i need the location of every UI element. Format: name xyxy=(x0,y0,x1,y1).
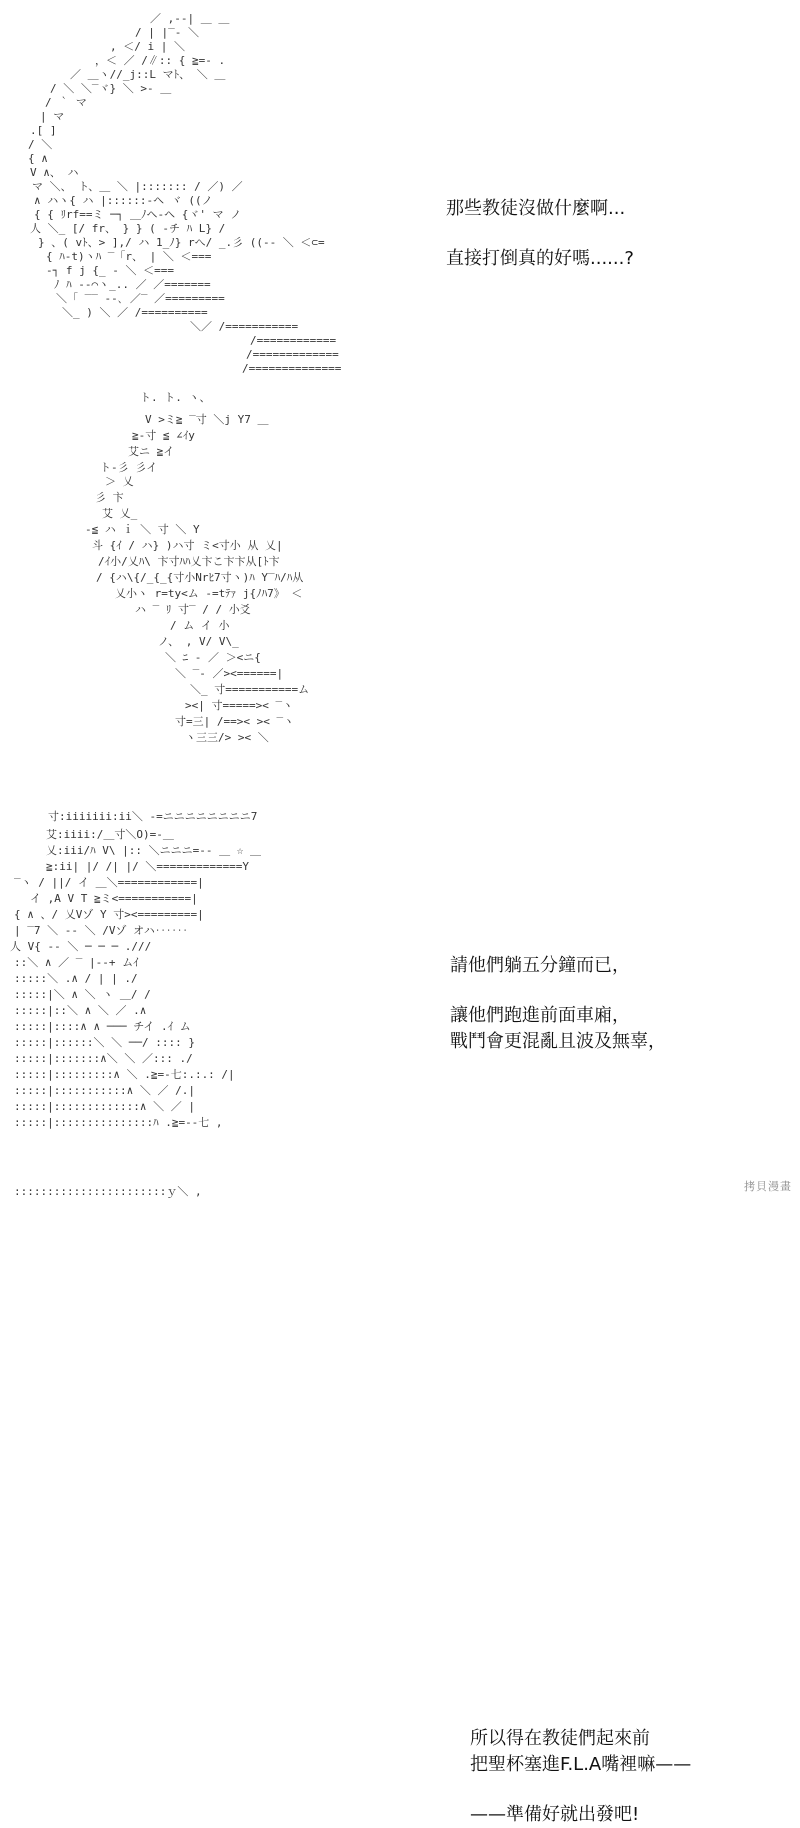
svg-text:乂小ヽ r=ty<ム ‐=tﾃｧ j{ﾉﾊ7》: 乂小ヽ r=ty<ム ‐=tﾃｧ j{ﾉﾊ7》 ＜ xyxy=(115,587,303,600)
svg-text:‾ヽ / ||/ イ ＿＼===========: ‾ヽ / ||/ イ ＿＼============| xyxy=(14,876,204,889)
svg-text:人 V{ ‐‐ ＼ ─ ─: 人 V{ ‐‐ ＼ ─ ─ ─ ./// xyxy=(10,940,152,953)
svg-text:／ ,-‐| ＿ ＿: ／ ,-‐| ＿ ＿ xyxy=(150,12,230,25)
svg-text:イ ,A V T ≧ミ<======: イ ,A V T ≧ミ<===========| xyxy=(30,892,198,905)
panel-3 xyxy=(0,790,800,1825)
svg-text:{ ∧ 、/ 乂Vゾ Y 寸><: { ∧ 、/ 乂Vゾ Y 寸><=========| xyxy=(14,908,204,921)
caption-line: 讓他們跑進前面車廂， xyxy=(450,1005,630,1026)
svg-text:/============: /============ xyxy=(250,334,337,347)
svg-text:寸=三| /==>< >< ‾ヽ: 寸=三| /==>< >< ‾ヽ xyxy=(175,715,295,728)
ascii-art-character-3 xyxy=(0,790,420,1200)
svg-text:ﾉ ﾊ ‐‐⌒ヽ_.. ／: ﾉ ﾊ ‐‐⌒ヽ_.. ／ ／======= xyxy=(54,278,211,291)
caption-line: 那些教徒沒做什麼啊... xyxy=(446,198,626,219)
svg-text:/ ＼: / ＼ xyxy=(28,138,53,151)
svg-text:＼ ﾆ ‐ ／ ＞<ニ{: ＼ ﾆ ‐ ／ ＞<ニ{ xyxy=(165,651,261,664)
caption-line: 戰鬥會更混亂且波及無辜， xyxy=(450,1031,666,1052)
svg-text::::::|:::::::∧＼ ＼: :::::|:::::::∧＼ ＼ ／::: ./ xyxy=(14,1052,193,1065)
svg-text::::::|:::::::::::∧ ＼: :::::|:::::::::::∧ ＼ ／ /.| xyxy=(14,1084,195,1097)
svg-text:V >ミ≧ ‾寸 ＼j Y7 ＿: V >ミ≧ ‾寸 ＼j Y7 ＿ xyxy=(145,413,269,426)
svg-text:寸:iiiiiii:ii＼: 寸:iiiiiii:ii＼ ‐=ニニニニニニニニ7 xyxy=(48,810,258,823)
panel-1 xyxy=(0,0,800,380)
svg-text:::＼ ∧ ／ ‾: ::＼ ∧ ／ ‾ |‐‐+ ムｲ xyxy=(14,956,139,969)
svg-text:/==============: /============== xyxy=(242,362,342,375)
svg-text:/=============: /============= xyxy=(246,348,339,361)
svg-text:／ ＿ヽ//_j::L マﾄ、 ＼: ／ ＿ヽ//_j::L マﾄ、 ＼ ＿ xyxy=(70,68,226,81)
svg-text:/ｲ小/乂ﾊ\ 卞寸ﾊﾊ乂卞こ卞卞从[ﾄ卞: /ｲ小/乂ﾊ\ 卞寸ﾊﾊ乂卞こ卞卞从[ﾄ卞 xyxy=(98,555,280,568)
svg-text:人 ＼_ [/ fr、 } } (: 人 ＼_ [/ fr、 } } ( ‐チ ﾊ L} / xyxy=(30,222,226,235)
svg-text:{ { ﾘrf==ミ ─┐ ＿ﾉヘ‐ヘ: { { ﾘrf==ミ ─┐ ＿ﾉヘ‐ヘ {ヾ' マ ノ xyxy=(34,208,242,221)
svg-text:><| 寸=====>< ‾ヽ: ><| 寸=====>< ‾ヽ xyxy=(185,699,294,712)
svg-text:乂:iii/ﾊ V\ |:: ＼ニニニ=‐‐ ＿: 乂:iii/ﾊ V\ |:: ＼ニニニ=‐‐ ＿ ☆ ＿ xyxy=(46,844,261,857)
svg-text:/ {ハ\{/_{_{寸小Nrﾋ7寸ヽ)ﾊ Y‾ﾊ/ﾊ: / {ハ\{/_{_{寸小Nrﾋ7寸ヽ)ﾊ Y‾ﾊ/ﾊ从 xyxy=(96,571,304,584)
svg-text:＼／ /===========: ＼／ /=========== xyxy=(190,320,299,333)
svg-text:艾ニ: 艾ニ ≧イ xyxy=(128,445,175,458)
caption-1 xyxy=(446,196,634,272)
svg-text:/ ＼ ＼‾ヾ} ＼: / ＼ ＼‾ヾ} ＼ >‐ ＿ xyxy=(50,82,172,95)
svg-text:/ | |‾‐ ＼: / | |‾‐ ＼ xyxy=(135,26,199,39)
svg-text:＼ ‾‐ ／><======|: ＼ ‾‐ ／><======| xyxy=(175,667,284,680)
svg-text:} 、( vﾄ、> ],/ ハ 1_ﾉ} rへ/ _.: } 、( vﾄ、> ],/ ハ 1_ﾉ} rへ/ _.彡 ((‐‐ ＼ ＜⊂= xyxy=(38,236,325,249)
svg-text:{ ﾊ-t)ヽﾊ ‾「r、 |: { ﾊ-t)ヽﾊ ‾「r、 | ＼ ＜=== xyxy=(46,250,212,263)
svg-text::::::::::::::::::::::::ｙ＼: :::::::::::::::::::::::ｙ＼ , xyxy=(14,1185,202,1198)
caption-line: 所以得在教徒們起來前 xyxy=(470,1728,650,1749)
caption-3 xyxy=(470,1726,691,1828)
svg-text:＼_ 寸===========ム: ＼_ 寸===========ム xyxy=(190,683,310,696)
svg-text:{ ∧: { ∧ xyxy=(28,152,48,165)
svg-text::::::|:::::::::::::::ﾊ: :::::|:::::::::::::::ﾊ .≧=‐‐七 , xyxy=(14,1116,223,1129)
svg-text:＼_ ) ＼ ／: ＼_ ) ＼ ／ /========== xyxy=(62,306,208,319)
caption-line: 請他們躺五分鐘而已， xyxy=(450,955,630,976)
svg-text:艾: 艾 乂_ xyxy=(102,507,138,520)
caption-line: 直接打倒真的好嗎......? xyxy=(446,248,634,269)
svg-text:彡: 彡 卞 xyxy=(95,491,124,504)
svg-text::::::|::::∧ ∧ ─── チ: :::::|::::∧ ∧ ─── チイ .ｲ ム xyxy=(14,1020,191,1033)
caption-line: ——準備好就出發吧! xyxy=(470,1804,640,1825)
svg-text::::::|::::::＼ ＼ ─: :::::|::::::＼ ＼ ──/ :::: } xyxy=(14,1036,195,1049)
ascii-art-character-2 xyxy=(0,385,420,775)
svg-text::::::|:::::::::::::∧ ＼: :::::|:::::::::::::∧ ＼ ／ | xyxy=(14,1100,195,1113)
svg-text:＼「 ‾‾ ‐‐､ ／‾: ＼「 ‾‾ ‐‐､ ／‾ ／========= xyxy=(56,292,225,305)
svg-text:≧‐寸 ≦ ∠ｲy: ≧‐寸 ≦ ∠ｲy xyxy=(132,429,195,442)
svg-text:| マ: | マ xyxy=(40,110,65,123)
svg-text:.[ ]: .[ ] xyxy=(30,124,57,137)
svg-text:ト. ト. ヽ、: ト. ト. ヽ、 xyxy=(140,391,211,404)
svg-text:＞: ＞ 乂 xyxy=(105,475,134,488)
svg-text:/ ム イ 小: / ム イ 小 xyxy=(170,619,230,632)
svg-text:V ∧、: V ∧、 ハ xyxy=(30,166,79,179)
svg-text:ノ、 , V/: ノ、 , V/ V\_ xyxy=(158,635,239,648)
svg-text::::::|:::::::::∧ ＼ .≧=‐七:: :::::|:::::::::∧ ＼ .≧=‐七:.:.: /| xyxy=(14,1068,235,1081)
svg-text:/ ｀ マ: / ｀ マ xyxy=(45,96,87,109)
svg-text:，＜ ／ /∥:: { ≧=‐: ，＜ ／ /∥:: { ≧=‐ . xyxy=(95,54,226,67)
svg-text:ヽ三三/> >< ＼: ヽ三三/> >< ＼ xyxy=(185,731,269,744)
svg-text:∧ ハヽ{ ハ |::::::: ∧ ハヽ{ ハ |::::::-ヘ ヾ ((ノ xyxy=(34,194,213,207)
caption-line: 把聖杯塞進F.L.A嘴裡嘛—— xyxy=(470,1754,692,1775)
svg-text::::::|::＼ ∧ ＼: :::::|::＼ ∧ ＼ ／ .∧ xyxy=(14,1004,147,1017)
svg-text:マ ＼、 ト、＿ ＼ |:::: マ ＼、 ト、＿ ＼ |::::::: / ／) ／ xyxy=(32,180,243,193)
watermark: 拷貝漫畫 xyxy=(744,1180,792,1193)
svg-text:ト‐彡: ト‐彡 彡イ xyxy=(100,461,158,474)
svg-text::::::|＼ ∧ ＼: :::::|＼ ∧ ＼ ヽ ＿/ / xyxy=(14,988,151,1001)
svg-text:≧:ii| |/ /| |/ ＼============: ≧:ii| |/ /| |/ ＼=============Y xyxy=(46,860,250,873)
svg-text:‐≦ ハ ｉ ＼ 寸 ＼: ‐≦ ハ ｉ ＼ 寸 ＼ Y xyxy=(85,523,200,536)
svg-text:, ＜/ i | ＼: , ＜/ i | ＼ xyxy=(110,40,185,53)
svg-text:‐┐ f j {_ ‐: ‐┐ f j {_ ‐ ＼ ＜=== xyxy=(46,264,174,277)
svg-text:| ‾7 ＼ ‐‐ ＼: | ‾7 ＼ ‐‐ ＼ /Vゾ オハ‥‥‥ xyxy=(14,924,188,937)
svg-text:ハ ‾ ﾘ 寸‾ / / 小爻: ハ ‾ ﾘ 寸‾ / / 小爻 xyxy=(135,603,251,616)
ascii-art-character-1 xyxy=(0,0,400,380)
svg-text:斗 {ｲ / ハ} )ハ寸 ミ<寸小 从: 斗 {ｲ / ハ} )ハ寸 ミ<寸小 从 乂| xyxy=(92,539,283,552)
svg-text:艾:iiii:/＿寸＼O)=‐＿: 艾:iiii:/＿寸＼O)=‐＿ xyxy=(46,828,174,841)
svg-text::::::＼ .∧ /: :::::＼ .∧ / | | ./ xyxy=(14,972,138,985)
